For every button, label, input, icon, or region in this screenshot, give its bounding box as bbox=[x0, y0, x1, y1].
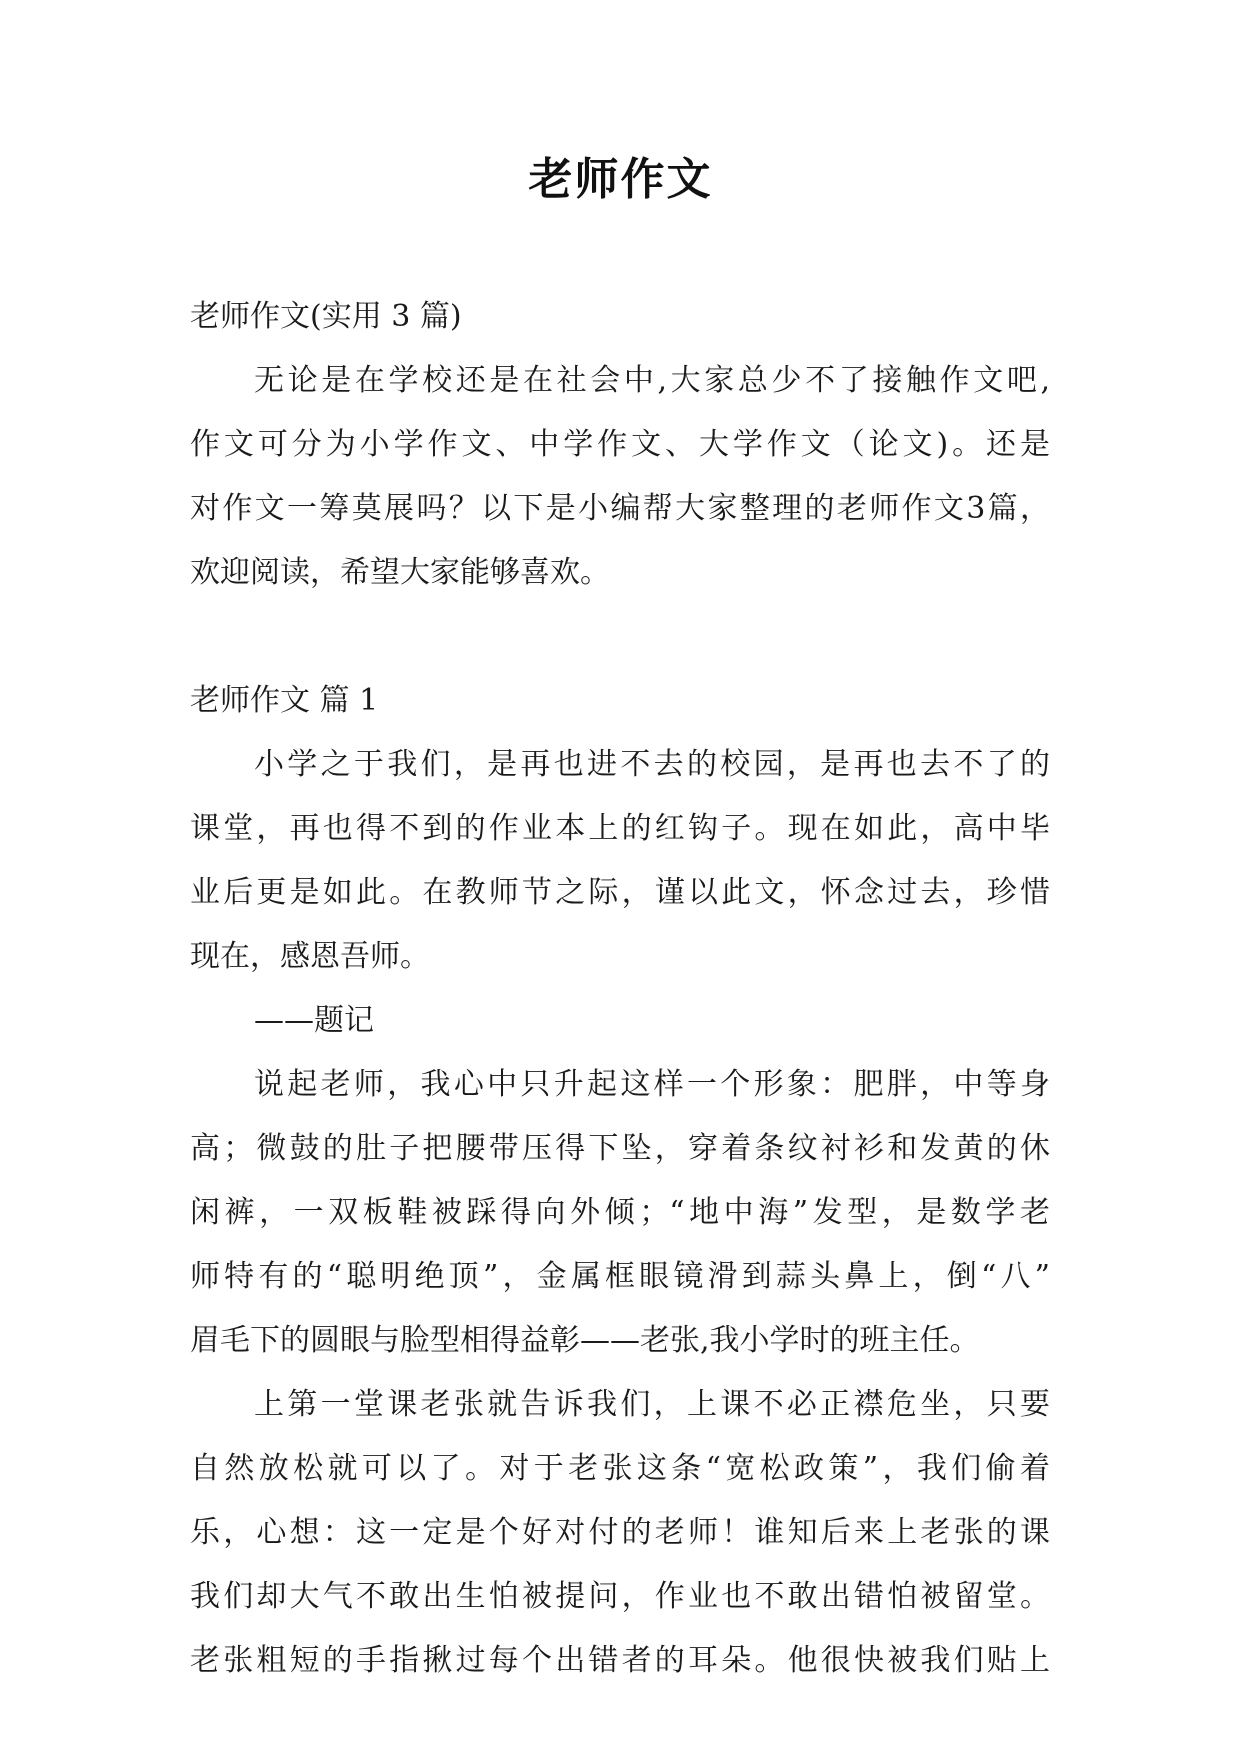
paragraph-line: 师特有的“聪明绝顶”，金属框眼镜滑到蒜头鼻上，倒“八” bbox=[190, 1259, 1050, 1294]
article-heading: 老师作文 篇 1 bbox=[190, 683, 379, 718]
intro-heading: 老师作文(实用 3 篇) bbox=[190, 299, 462, 334]
epigraph: ——题记 bbox=[254, 1003, 374, 1038]
intro-line: 欢迎阅读，希望大家能够喜欢。 bbox=[190, 555, 610, 590]
paragraph-line: 课堂，再也得不到的作业本上的红钩子。现在如此，高中毕 bbox=[190, 811, 1050, 846]
paragraph-line: 小学之于我们，是再也进不去的校园，是再也去不了的 bbox=[254, 747, 1050, 782]
paragraph-line: 现在，感恩吾师。 bbox=[190, 939, 430, 974]
intro-line: 作文可分为小学作文、中学作文、大学作文（论文)。还是 bbox=[190, 427, 1050, 462]
section-spacer bbox=[190, 605, 1050, 669]
document-body bbox=[190, 285, 1050, 1693]
paragraph-line: 业后更是如此。在教师节之际，谨以此文，怀念过去，珍惜 bbox=[190, 875, 1050, 910]
intro-line: 无论是在学校还是在社会中,大家总少不了接触作文吧, bbox=[254, 363, 1050, 398]
paragraph-line: 闲裤，一双板鞋被踩得向外倾；“地中海”发型，是数学老 bbox=[190, 1195, 1050, 1230]
paragraph-line: 眉毛下的圆眼与脸型相得益彰——老张,我小学时的班主任。 bbox=[190, 1323, 980, 1358]
paragraph-line: 高；微鼓的肚子把腰带压得下坠，穿着条纹衬衫和发黄的休 bbox=[190, 1131, 1050, 1166]
paragraph-line: 老张粗短的手指揪过每个出错者的耳朵。他很快被我们贴上 bbox=[190, 1643, 1050, 1678]
paragraph-line: 说起老师，我心中只升起这样一个形象：肥胖，中等身 bbox=[254, 1067, 1050, 1102]
paragraph-line: 上第一堂课老张就告诉我们，上课不必正襟危坐，只要 bbox=[254, 1387, 1050, 1422]
paragraph-line: 自然放松就可以了。对于老张这条“宽松政策”，我们偷着 bbox=[190, 1451, 1050, 1486]
intro-line: 对作文一筹莫展吗？以下是小编帮大家整理的老师作文3篇， bbox=[190, 491, 1050, 526]
paragraph-line: 乐，心想：这一定是个好对付的老师！谁知后来上老张的课 bbox=[190, 1515, 1050, 1550]
paragraph-line: 我们却大气不敢出生怕被提问，作业也不敢出错怕被留堂。 bbox=[190, 1579, 1050, 1614]
document-title: 老师作文 bbox=[528, 154, 713, 205]
